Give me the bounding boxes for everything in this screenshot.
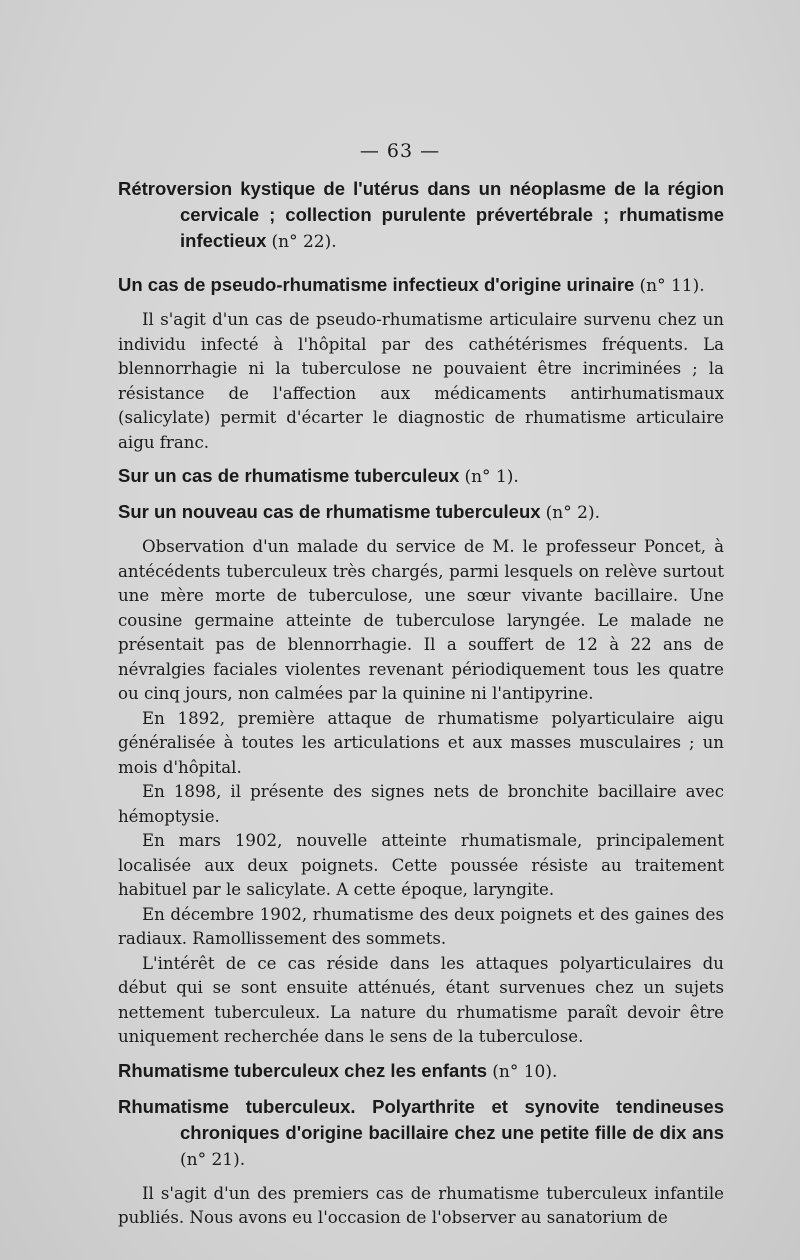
- page-number: — 63 —: [359, 140, 441, 162]
- paragraph: L'intérêt de ce cas réside dans les attaques polyarticulaires du début qui se sont ensuite atténués, étant survenues chez un sujets nettement tuberculeux. La nature du rhumatisme paraît devoir être uniquement recherchée dans le sens de la tuberculose.: [118, 953, 724, 1046]
- heading-text: Rhumatisme tuberculeux. Polyarthrite et synovite tendineuses chroniques d'origine bacillaire chez une petite fille de dix ans: [118, 1095, 724, 1143]
- paragraph: En 1898, il présente des signes nets de bronchite bacillaire avec hémoptysie.: [118, 782, 724, 826]
- heading-text: Rhumatisme tuberculeux chez les enfants: [118, 1059, 488, 1081]
- reference-number: (n° 11).: [639, 276, 705, 296]
- section-heading: [118, 1058, 724, 1085]
- heading-text: Sur un nouveau cas de rhumatisme tuberculeux: [118, 501, 541, 522]
- reference-number: (n° 21).: [180, 1149, 246, 1170]
- paragraph: Observation d'un malade du service de M. le professeur Poncet, à antécédents tuberculeux très chargés, parmi lesquels on relève surtout une mère morte de tuberculose, une sœur vivante bacillaire. Une cousine germaine atteinte de tuberculose laryngée. Le malade ne présentait pas de blennorrhagie. Il a souffert de 12 à 22 ans de névralgies faciales violentes revenant périodiquement tous les quatre ou cinq jours, non calmées par la quinine ni l'antipyrine.: [118, 537, 724, 703]
- section-heading: [118, 176, 724, 255]
- heading-text: Un cas de pseudo-rhumatisme infectieux d'origine urinaire: [118, 274, 635, 295]
- reference-number: (n° 22).: [271, 232, 337, 252]
- reference-number: (n° 1).: [464, 467, 519, 487]
- paragraph: En décembre 1902, rhumatisme des deux poignets et des gaines des radiaux. Ramollissement des sommets.: [118, 904, 724, 948]
- section-heading: [118, 272, 724, 299]
- paragraph: En 1892, première attaque de rhumatisme polyarticulaire aigu généralisée à toutes les articulations et aux masses musculaires ; un mois d'hôpital.: [118, 708, 724, 777]
- heading-text: Rétroversion kystique de l'utérus dans un néoplasme de la région cervicale ; collection purulente prévertébrale ; rhumatisme infectieux: [118, 178, 724, 251]
- paragraph: En mars 1902, nouvelle atteinte rhumatismale, principalement localisée aux deux poignets. Cette poussée résiste au traitement habituel par le salicylate. A cette époque, laryngite.: [118, 831, 724, 899]
- paragraph: Il s'agit d'un cas de pseudo-rhumatisme articulaire survenu chez un individu infecté à l'hôpital par des cathétérismes fréquents. La blennorrhagie ni la tuberculose ne pouvaient être incriminées ; la résistance de l'affection aux médicaments antirhumatismaux (salicylate) permit d'écarter le diagnostic de rhumatisme articulaire aigu franc.: [118, 310, 724, 452]
- page-body: [118, 176, 724, 1231]
- paragraph: Il s'agit d'un des premiers cas de rhumatisme tuberculeux infantile publiés. Nous avons eu l'occasion de l'observer au sanatorium de: [118, 1183, 724, 1227]
- reference-number: (n° 10).: [492, 1061, 558, 1082]
- heading-text: Sur un cas de rhumatisme tuberculeux: [118, 465, 460, 486]
- section-heading: [118, 463, 724, 490]
- section-heading: [118, 499, 724, 526]
- reference-number: (n° 2).: [545, 503, 601, 523]
- section-heading: [118, 1094, 724, 1173]
